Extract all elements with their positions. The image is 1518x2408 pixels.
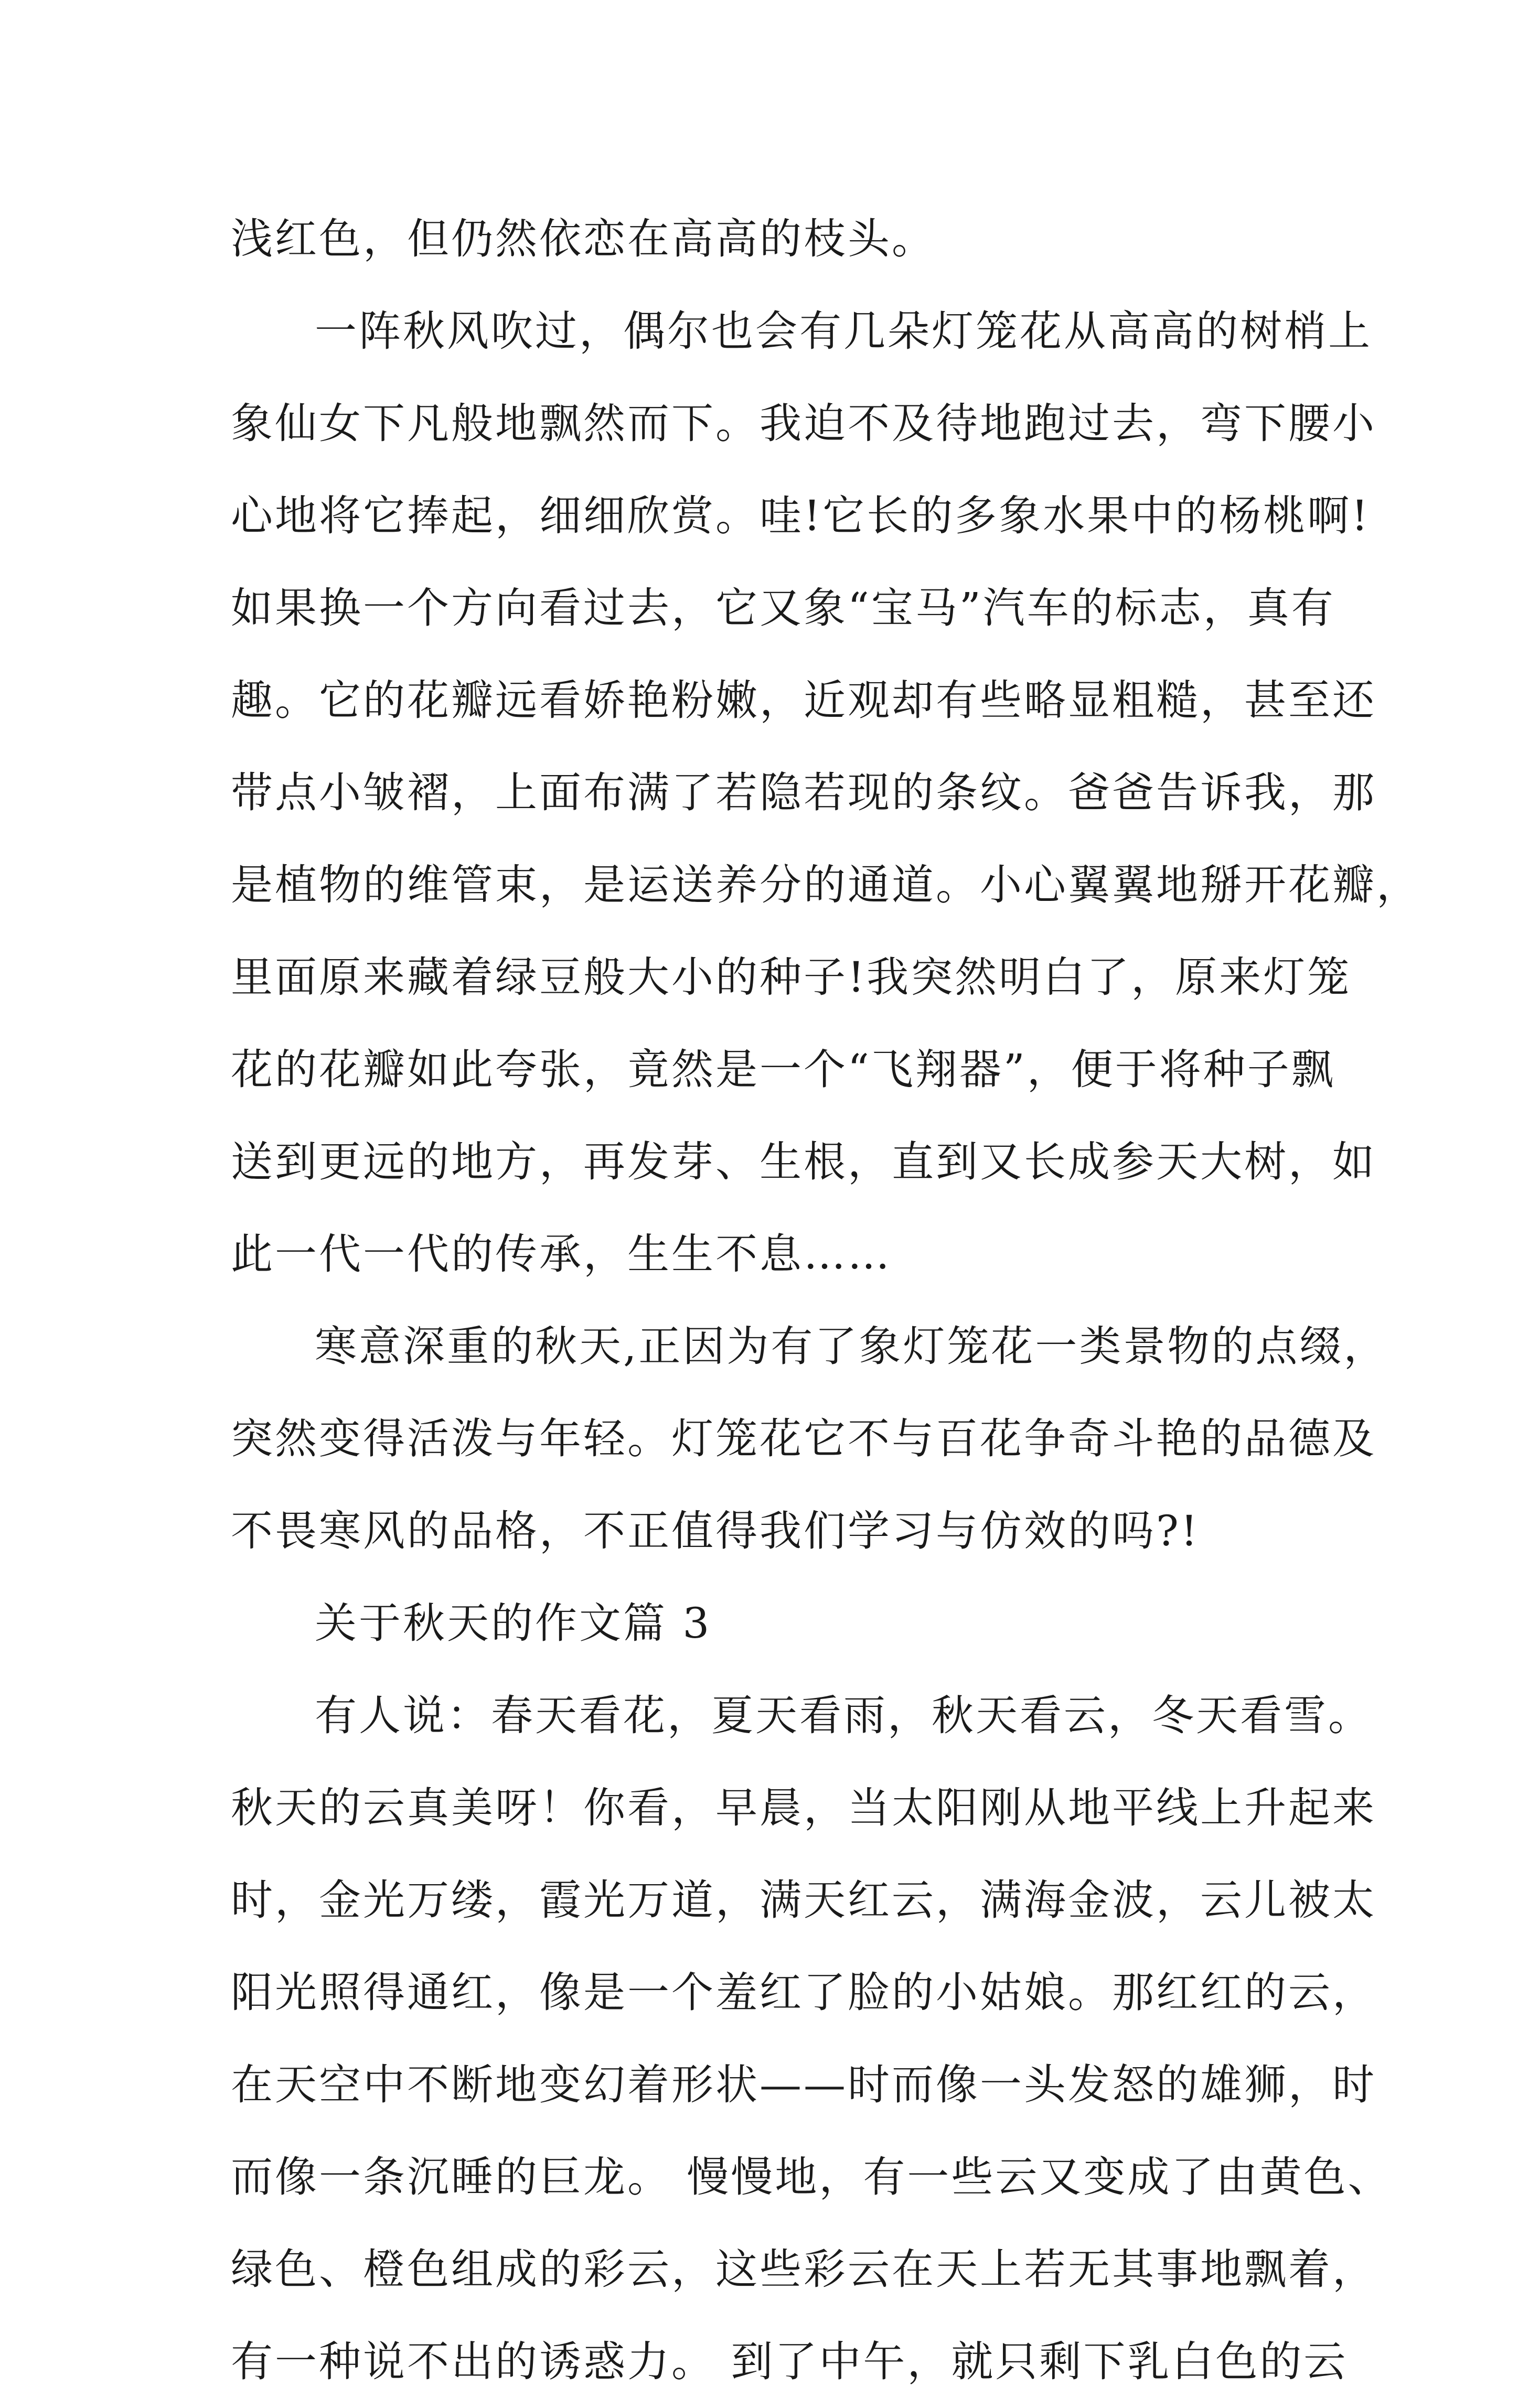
text-line: 里面原来藏着绿豆般大小的种子!我突然明白了，原来灯笼 — [231, 953, 1352, 1002]
text-line: 是植物的维管束，是运送养分的通道。小心翼翼地掰开花瓣， — [231, 861, 1420, 909]
text-line: 花的花瓣如此夸张，竟然是一个“飞翔器”，便于将种子飘 — [231, 1045, 1335, 1094]
text-line: 时，金光万缕，霞光万道，满天红云，满海金波，云儿被太 — [231, 1876, 1376, 1925]
document-body — [231, 193, 1420, 2408]
text-line: 带点小皱褶，上面布满了若隐若现的条纹。爸爸告诉我，那 — [231, 768, 1376, 817]
text-line: 阳光照得通红，像是一个羞红了脸的小姑娘。那红红的云， — [231, 1968, 1376, 2017]
text-line: 一阵秋风吹过，偶尔也会有几朵灯笼花从高高的树梢上 — [315, 307, 1372, 356]
text-line: 象仙女下凡般地飘然而下。我迫不及待地跑过去，弯下腰小 — [231, 399, 1376, 448]
text-line: 突然变得活泼与年轻。灯笼花它不与百花争奇斗艳的品德及 — [231, 1414, 1376, 1463]
section-heading: 关于秋天的作文篇 3 — [315, 1599, 712, 1648]
text-line: 送到更远的地方，再发芽、生根，直到又长成参天大树，如 — [231, 1137, 1376, 1186]
text-line: 心地将它捧起，细细欣赏。哇!它长的多象水果中的杨桃啊! — [231, 491, 1371, 540]
text-line: 绿色、橙色组成的彩云，这些彩云在天上若无其事地飘着， — [231, 2245, 1376, 2294]
text-line: 如果换一个方向看过去，它又象“宝马”汽车的标志，真有 — [231, 584, 1335, 632]
text-line: 有人说：春天看花，夏天看雨，秋天看云，冬天看雪。 — [315, 1691, 1372, 1740]
text-line: 在天空中不断地变幻着形状——时而像一头发怒的雄狮，时 — [231, 2060, 1376, 2109]
text-line: 秋天的云真美呀！你看，早晨，当太阳刚从地平线上升起来 — [231, 1783, 1376, 1832]
text-line: 有一种说不出的诱惑力。 到了中午，就只剩下乳白色的云 — [231, 2337, 1348, 2386]
text-line: 而像一条沉睡的巨龙。 慢慢地，有一些云又变成了由黄色、 — [231, 2153, 1392, 2201]
text-line: 趣。它的花瓣远看娇艳粉嫩，近观却有些略显粗糙，甚至还 — [231, 676, 1376, 725]
text-line: 浅红色，但仍然依恋在高高的枝头。 — [231, 214, 936, 263]
text-line: 不畏寒风的品格，不正值得我们学习与仿效的吗?! — [231, 1507, 1200, 1555]
text-line: 寒意深重的秋天,正因为有了象灯笼花一类景物的点缀， — [315, 1322, 1388, 1371]
text-line: 此一代一代的传承，生生不息…… — [231, 1230, 892, 1278]
